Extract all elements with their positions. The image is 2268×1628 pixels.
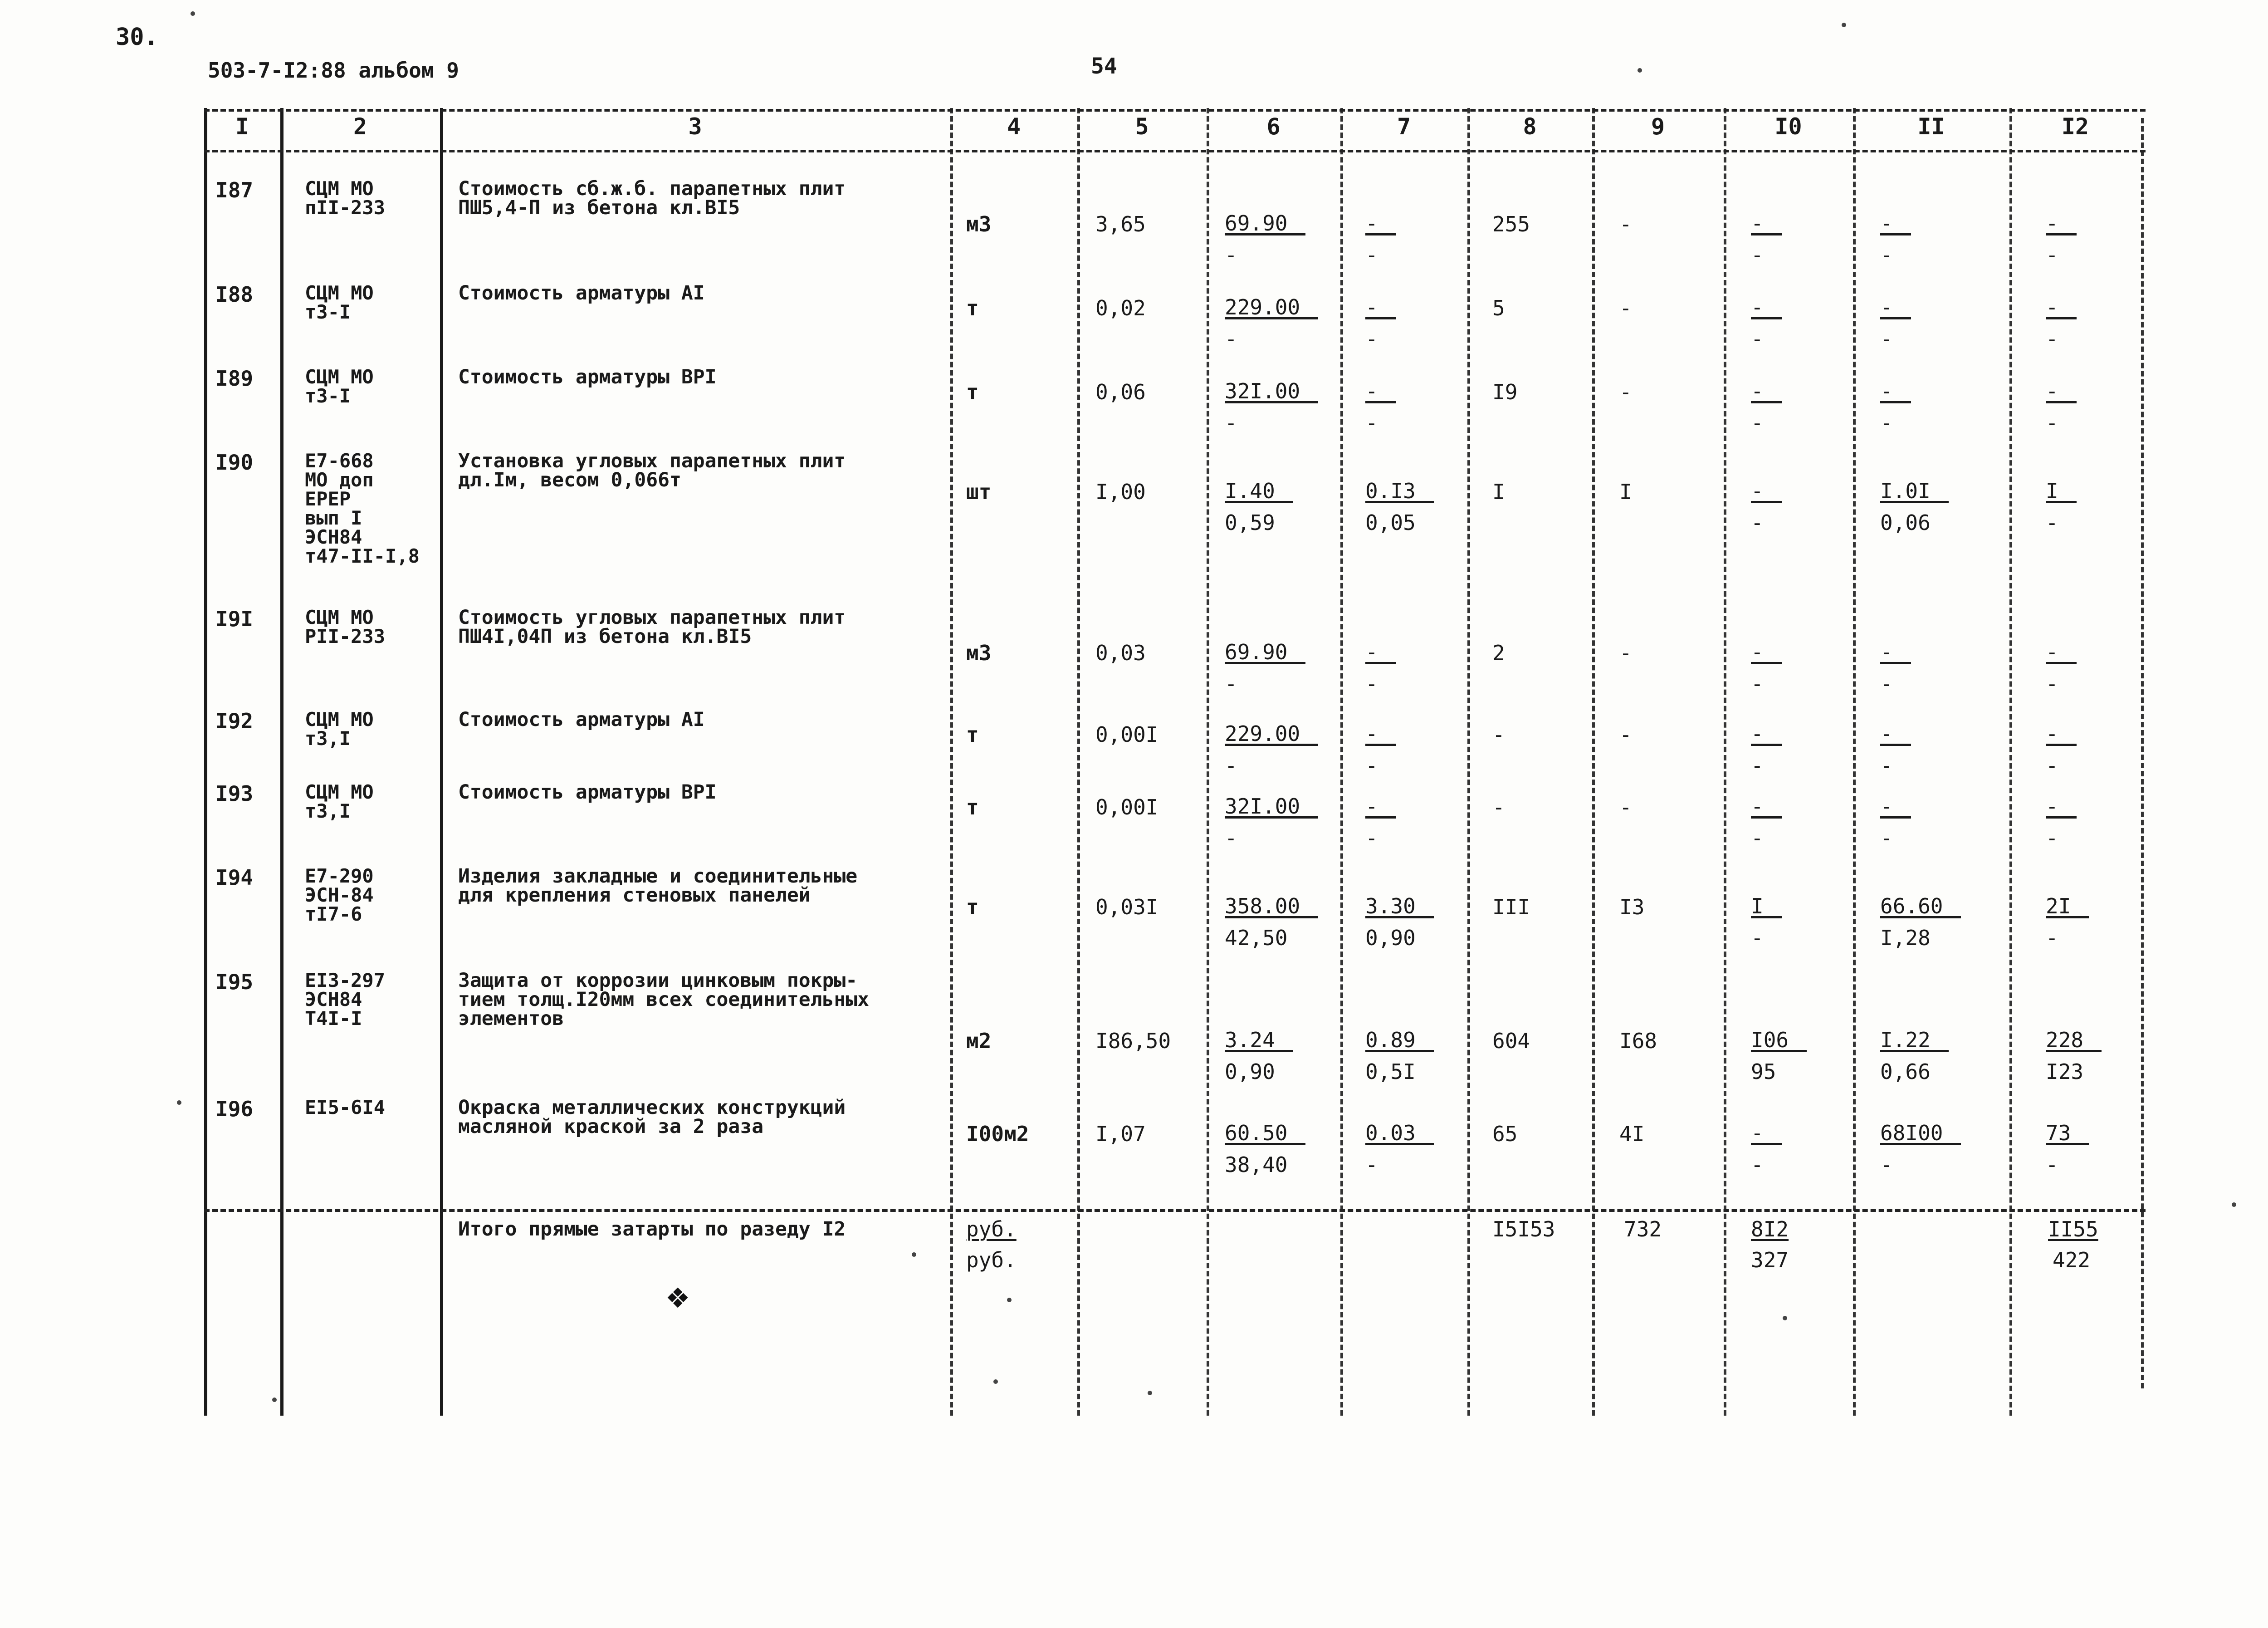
unit-cell: т xyxy=(966,895,979,919)
unit-cost-cell: 3.24 xyxy=(1225,1030,1293,1052)
row-number: I90 xyxy=(215,450,254,475)
column-10-sub-cell: - xyxy=(1751,243,1764,267)
scan-speck xyxy=(2232,1202,2236,1207)
norm-code: СЦМ МО пII-233 xyxy=(305,177,386,219)
column-12-sub-cell: I23 xyxy=(2046,1059,2084,1084)
unit-cost-wage-cell: 0,59 xyxy=(1225,510,1275,535)
wage-total-cell: - xyxy=(1619,641,1632,665)
norm-code: ЕI3-297 ЭСН84 Т4I-I xyxy=(305,969,386,1030)
total-cost-cell: 255 xyxy=(1492,212,1530,236)
column-10-sub-cell: - xyxy=(1751,1152,1764,1177)
row-number: I93 xyxy=(215,781,254,806)
column-10-sub-cell: - xyxy=(1751,672,1764,696)
norm-code: СЦМ МО т3-I xyxy=(305,366,374,407)
scan-speck xyxy=(912,1252,916,1257)
unit-cost-cell: 69.90 xyxy=(1225,213,1305,235)
column-11-sub-cell: - xyxy=(1880,753,1893,778)
column-rule xyxy=(1592,108,1595,1416)
scan-speck xyxy=(1637,68,1642,73)
total-column-12-sub: 422 xyxy=(2053,1248,2091,1272)
unit-cost-wage-cell: 0,90 xyxy=(1225,1059,1275,1084)
row-rule xyxy=(204,109,2146,112)
column-header: 3 xyxy=(688,113,702,140)
work-description: Стоимость сб.ж.б. парапетных плит ПШ5,4-П из бетона кл.BI5 xyxy=(458,177,846,219)
unit-cost-wage-cell: - xyxy=(1225,411,1237,435)
norm-code: СЦМ МО т3-I xyxy=(305,282,374,323)
unit-cost-cell: 229.00 xyxy=(1225,297,1318,319)
column-11-sub-cell: - xyxy=(1880,243,1893,267)
column-10-cell: - xyxy=(1751,1123,1782,1145)
quantity-cell: I,07 xyxy=(1095,1122,1146,1146)
column-rule xyxy=(440,108,443,1416)
machine-cost-cell: - xyxy=(1365,642,1396,664)
unit-cell: т xyxy=(966,380,979,404)
machine-cost-cell: 3.30 xyxy=(1365,896,1434,918)
page-mark: 30. xyxy=(116,24,158,51)
column-11-sub-cell: - xyxy=(1880,327,1893,351)
total-column-10-sub: 327 xyxy=(1751,1248,1789,1272)
work-description: Стоимость арматуры ВРI xyxy=(458,781,717,804)
total-column-12: II55 xyxy=(2048,1217,2098,1241)
column-12-cell: 228 xyxy=(2046,1030,2102,1052)
unit-cost-cell: 69.90 xyxy=(1225,642,1305,664)
wage-total-cell: I xyxy=(1619,480,1632,504)
norm-code: Е7-290 ЭСН-84 тI7-6 xyxy=(305,865,374,925)
column-12-sub-cell: - xyxy=(2046,926,2058,950)
column-11-cell: - xyxy=(1880,642,1911,664)
machine-wage-cell: 0,90 xyxy=(1365,926,1416,950)
column-header: 5 xyxy=(1135,113,1149,140)
column-11-cell: - xyxy=(1880,724,1911,746)
quantity-cell: 0,00I xyxy=(1095,795,1158,819)
wage-total-cell: I3 xyxy=(1619,895,1645,919)
work-description: Установка угловых парапетных плит дл.Iм, весом 0,066т xyxy=(458,450,846,491)
scan-speck xyxy=(1842,23,1846,27)
machine-cost-cell: - xyxy=(1365,213,1396,235)
column-11-cell: - xyxy=(1880,796,1911,819)
row-number: I96 xyxy=(215,1097,254,1121)
column-11-cell: 68I00 xyxy=(1880,1123,1961,1145)
column-12-sub-cell: - xyxy=(2046,753,2058,778)
total-cost-cell: I9 xyxy=(1492,380,1518,404)
work-description: Стоимость арматуры ВРI xyxy=(458,366,717,388)
column-header: I0 xyxy=(1774,113,1802,140)
machine-wage-cell: - xyxy=(1365,411,1378,435)
unit-cell: м3 xyxy=(966,641,992,665)
column-11-cell: 66.60 xyxy=(1880,896,1961,918)
wage-total-cell: - xyxy=(1619,212,1632,236)
work-description: Стоимость арматуры AI xyxy=(458,708,705,731)
total-column-9: 732 xyxy=(1624,1217,1662,1241)
scan-speck xyxy=(272,1398,277,1402)
machine-cost-cell: 0.89 xyxy=(1365,1030,1434,1052)
total-cost-cell: I xyxy=(1492,480,1505,504)
scan-speck xyxy=(1783,1316,1787,1320)
column-11-sub-cell: 0,06 xyxy=(1880,510,1931,535)
unit-cell: т xyxy=(966,722,979,747)
scan-speck xyxy=(1148,1391,1152,1395)
column-12-cell: - xyxy=(2046,213,2077,235)
unit-cost-cell: 32I.00 xyxy=(1225,796,1318,819)
unit-cost-cell: 358.00 xyxy=(1225,896,1318,918)
ink-blot-icon: ❖ xyxy=(667,1274,689,1316)
unit-cost-cell: I.40 xyxy=(1225,481,1293,503)
unit-cell: м2 xyxy=(966,1029,992,1053)
column-rule xyxy=(1724,108,1726,1416)
unit-cost-wage-cell: 38,40 xyxy=(1225,1152,1288,1177)
total-column-8: I5I53 xyxy=(1492,1217,1555,1241)
machine-wage-cell: - xyxy=(1365,672,1378,696)
column-11-cell: - xyxy=(1880,213,1911,235)
column-10-sub-cell: - xyxy=(1751,510,1764,535)
total-unit: руб. xyxy=(966,1217,1017,1241)
row-number: I92 xyxy=(215,709,254,733)
column-11-sub-cell: - xyxy=(1880,672,1893,696)
unit-cell: т xyxy=(966,296,979,320)
column-12-sub-cell: - xyxy=(2046,826,2058,850)
column-12-sub-cell: - xyxy=(2046,327,2058,351)
work-description: Стоимость арматуры AI xyxy=(458,282,705,304)
row-number: I95 xyxy=(215,970,254,994)
machine-wage-cell: - xyxy=(1365,327,1378,351)
scan-speck xyxy=(1007,1298,1012,1302)
unit-cost-cell: 32I.00 xyxy=(1225,381,1318,403)
quantity-cell: I86,50 xyxy=(1095,1029,1171,1053)
column-rule xyxy=(1207,108,1209,1416)
unit-cost-wage-cell: - xyxy=(1225,327,1237,351)
row-rule xyxy=(204,150,2146,152)
quantity-cell: 0,03I xyxy=(1095,895,1158,919)
column-header: 6 xyxy=(1266,113,1281,140)
norm-code: СЦМ МО РII-233 xyxy=(305,606,386,647)
machine-wage-cell: 0,5I xyxy=(1365,1059,1416,1084)
column-11-cell: - xyxy=(1880,381,1911,403)
quantity-cell: 3,65 xyxy=(1095,212,1146,236)
row-rule xyxy=(204,1209,2146,1212)
machine-wage-cell: 0,05 xyxy=(1365,510,1416,535)
norm-code: СЦМ МО т3,I xyxy=(305,781,374,822)
column-rule xyxy=(204,108,207,1416)
column-11-sub-cell: - xyxy=(1880,826,1893,850)
column-header: 8 xyxy=(1523,113,1537,140)
norm-code: ЕI5-6I4 xyxy=(305,1096,386,1118)
column-rule xyxy=(1340,108,1343,1416)
column-11-cell: - xyxy=(1880,297,1911,319)
column-header: I xyxy=(235,113,249,140)
scan-speck xyxy=(993,1379,998,1384)
machine-wage-cell: - xyxy=(1365,826,1378,850)
column-12-cell: - xyxy=(2046,796,2077,819)
row-number: I9I xyxy=(215,607,254,631)
row-number: I89 xyxy=(215,366,254,391)
column-rule xyxy=(2141,118,2144,1388)
work-description: Защита от коррозии цинковым покры- тием толщ.I20мм всех соединительных элементов xyxy=(458,969,870,1030)
column-10-sub-cell: 95 xyxy=(1751,1059,1776,1084)
wage-total-cell: 4I xyxy=(1619,1122,1645,1146)
column-12-sub-cell: - xyxy=(2046,1152,2058,1177)
column-12-cell: - xyxy=(2046,724,2077,746)
column-10-cell: I xyxy=(1751,896,1782,918)
column-11-sub-cell: - xyxy=(1880,411,1893,435)
column-10-cell: - xyxy=(1751,213,1782,235)
wage-total-cell: - xyxy=(1619,380,1632,404)
column-10-cell: I06 xyxy=(1751,1030,1807,1052)
column-10-cell: - xyxy=(1751,381,1782,403)
column-10-cell: - xyxy=(1751,297,1782,319)
column-12-sub-cell: - xyxy=(2046,672,2058,696)
work-description: Стоимость угловых парапетных плит ПШ4I,04П из бетона кл.BI5 xyxy=(458,606,846,648)
row-number: I88 xyxy=(215,282,254,307)
column-11-cell: I.22 xyxy=(1880,1030,1949,1052)
total-cost-cell: 604 xyxy=(1492,1029,1530,1053)
column-10-cell: - xyxy=(1751,642,1782,664)
column-12-cell: 73 xyxy=(2046,1123,2089,1145)
column-10-sub-cell: - xyxy=(1751,753,1764,778)
total-cost-cell: 5 xyxy=(1492,296,1505,320)
scan-speck xyxy=(191,11,195,16)
unit-cell: т xyxy=(966,795,979,819)
column-header: II xyxy=(1917,113,1945,140)
total-cost-cell: - xyxy=(1492,795,1505,819)
unit-cell: шт xyxy=(966,480,992,504)
column-12-cell: - xyxy=(2046,297,2077,319)
column-10-cell: - xyxy=(1751,724,1782,746)
unit-cost-cell: 229.00 xyxy=(1225,724,1318,746)
column-10-cell: - xyxy=(1751,481,1782,503)
unit-cost-cell: 60.50 xyxy=(1225,1123,1305,1145)
column-header: 2 xyxy=(353,113,367,140)
quantity-cell: 0,06 xyxy=(1095,380,1146,404)
norm-code: СЦМ МО т3,I xyxy=(305,708,374,750)
quantity-cell: I,00 xyxy=(1095,480,1146,504)
column-rule xyxy=(1077,108,1080,1416)
column-11-cell: I.0I xyxy=(1880,481,1949,503)
total-unit-2: руб. xyxy=(966,1248,1017,1272)
row-number: I87 xyxy=(215,178,254,202)
unit-cost-wage-cell: - xyxy=(1225,826,1237,850)
machine-wage-cell: - xyxy=(1365,753,1378,778)
unit-cost-wage-cell: - xyxy=(1225,243,1237,267)
column-10-sub-cell: - xyxy=(1751,411,1764,435)
unit-cell: м3 xyxy=(966,212,992,236)
unit-cost-wage-cell: - xyxy=(1225,672,1237,696)
column-12-cell: - xyxy=(2046,381,2077,403)
column-12-sub-cell: - xyxy=(2046,243,2058,267)
machine-cost-cell: 0.03 xyxy=(1365,1123,1434,1145)
machine-wage-cell: - xyxy=(1365,243,1378,267)
wage-total-cell: - xyxy=(1619,722,1632,747)
machine-cost-cell: - xyxy=(1365,381,1396,403)
wage-total-cell: - xyxy=(1619,795,1632,819)
total-label: Итого прямые затарты по разеду I2 xyxy=(458,1218,846,1241)
column-rule xyxy=(280,108,284,1416)
wage-total-cell: I68 xyxy=(1619,1029,1657,1053)
total-column-10: 8I2 xyxy=(1751,1217,1789,1241)
row-number: I94 xyxy=(215,865,254,890)
work-description: Изделия закладные и соединительные для крепления стеновых панелей xyxy=(458,865,858,907)
quantity-cell: 0,02 xyxy=(1095,296,1146,320)
column-11-sub-cell: - xyxy=(1880,1152,1893,1177)
column-12-cell: - xyxy=(2046,642,2077,664)
column-header: 4 xyxy=(1007,113,1021,140)
column-rule xyxy=(1853,108,1856,1416)
column-rule xyxy=(1467,108,1470,1416)
column-12-sub-cell: - xyxy=(2046,411,2058,435)
work-description: Окраска металлических конструкций масляной краской за 2 раза xyxy=(458,1096,846,1138)
column-10-cell: - xyxy=(1751,796,1782,819)
column-header: I2 xyxy=(2061,113,2089,140)
machine-cost-cell: - xyxy=(1365,297,1396,319)
column-header: 9 xyxy=(1651,113,1665,140)
column-header: 7 xyxy=(1397,113,1411,140)
total-cost-cell: - xyxy=(1492,722,1505,747)
unit-cost-wage-cell: - xyxy=(1225,753,1237,778)
total-cost-cell: 2 xyxy=(1492,641,1505,665)
scan-speck xyxy=(177,1100,181,1105)
column-12-sub-cell: - xyxy=(2046,510,2058,535)
machine-cost-cell: - xyxy=(1365,796,1396,819)
column-rule xyxy=(2009,108,2012,1416)
quantity-cell: 0,03 xyxy=(1095,641,1146,665)
unit-cell: I00м2 xyxy=(966,1122,1029,1146)
column-12-cell: I xyxy=(2046,481,2077,503)
column-10-sub-cell: - xyxy=(1751,327,1764,351)
document-code: 503-7-I2:88 альбом 9 xyxy=(208,58,459,83)
column-rule xyxy=(950,108,953,1416)
column-11-sub-cell: 0,66 xyxy=(1880,1059,1931,1084)
page-number: 54 xyxy=(1091,54,1117,79)
column-11-sub-cell: I,28 xyxy=(1880,926,1931,950)
machine-cost-cell: - xyxy=(1365,724,1396,746)
norm-code: Е7-668 МО доп ЕРЕР вып I ЭСН84 т47-II-I,8 xyxy=(305,450,420,567)
machine-cost-cell: 0.I3 xyxy=(1365,481,1434,503)
machine-wage-cell: - xyxy=(1365,1152,1378,1177)
column-10-sub-cell: - xyxy=(1751,926,1764,950)
unit-cost-wage-cell: 42,50 xyxy=(1225,926,1288,950)
quantity-cell: 0,00I xyxy=(1095,722,1158,747)
total-cost-cell: 65 xyxy=(1492,1122,1518,1146)
total-cost-cell: III xyxy=(1492,895,1530,919)
wage-total-cell: - xyxy=(1619,296,1632,320)
column-10-sub-cell: - xyxy=(1751,826,1764,850)
column-12-cell: 2I xyxy=(2046,896,2089,918)
